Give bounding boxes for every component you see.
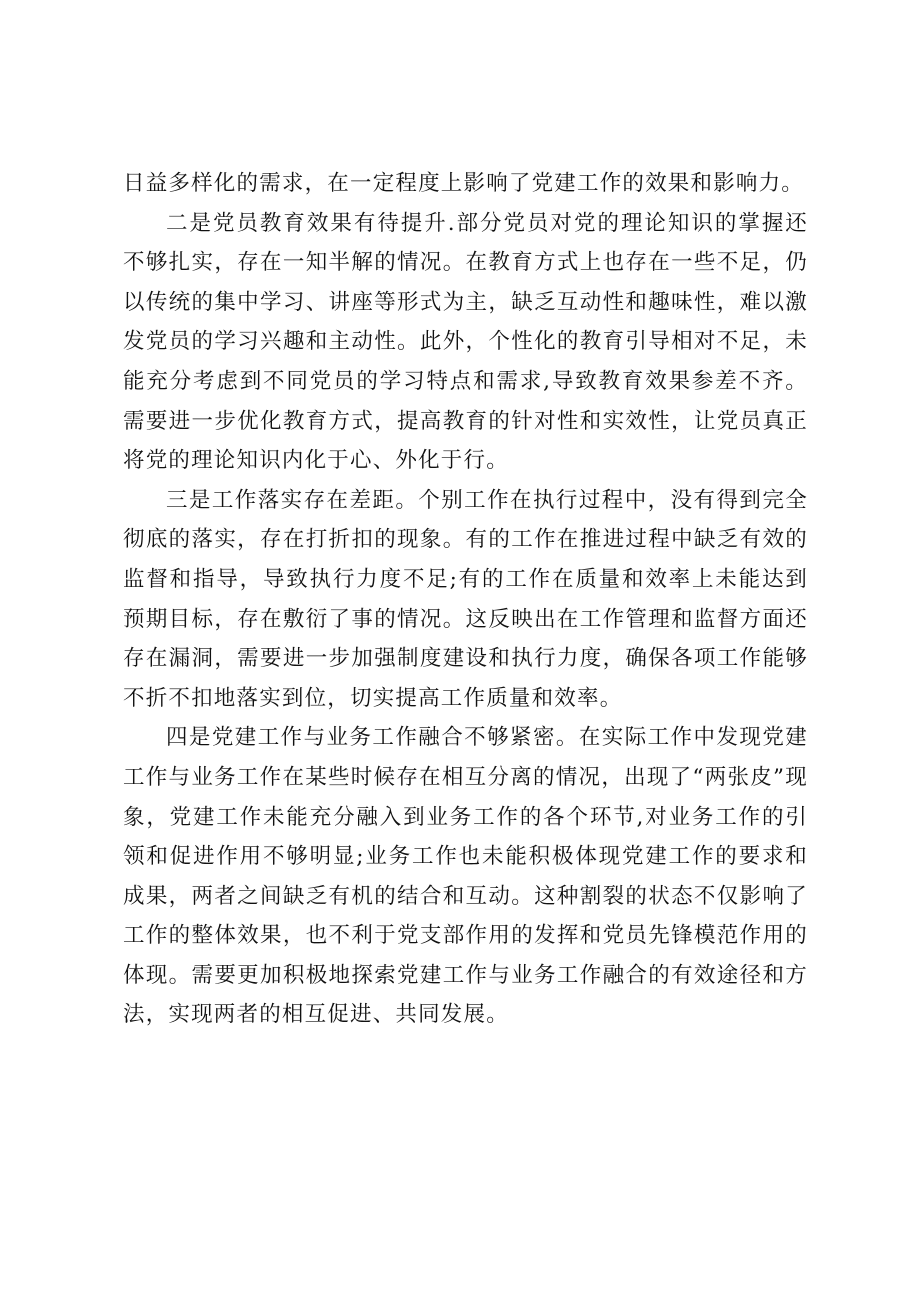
paragraph-work-implementation: 三是工作落实存在差距。个别工作在执行过程中，没有得到完全彻底的落实，存在打折扣的现象。有的工作在推进过程中缺乏有效的监督和指导，导致执行力度不足;有的工作在质量和效率上未能达到预期目标，存在敷衍了事的情况。这反映出在工作管理和监督方面还存在漏洞，需要进一步加强制度建设和执行力度，确保各项工作能够不折不扣地落实到位，切实提高工作质量和效率。 xyxy=(123,487,808,711)
paragraph-party-business-integration: 四是党建工作与业务工作融合不够紧密。在实际工作中发现党建工作与业务工作在某些时候存在相互分离的情况，出现了“两张皮”现象，党建工作未能充分融入到业务工作的各个环节,对业务工作的引领和促进作用不够明显;业务工作也未能积极体现党建工作的要求和成果，两者之间缺乏有机的结合和互动。这种割裂的状态不仅影响了工作的整体效果，也不利于党支部作用的发挥和党员先锋模范作用的体现。需要更加积极地探索党建工作与业务工作融合的有效途径和方法，实现两者的相互促进、共同发展。 xyxy=(123,725,808,1028)
document-body xyxy=(123,164,808,1035)
paragraph-continuation: 日益多样化的需求，在一定程度上影响了党建工作的效果和影响力。 xyxy=(123,171,805,196)
paragraph-party-member-education: 二是党员教育效果有待提升.部分党员对党的理论知识的掌握还不够扎实，存在一知半解的情况。在教育方式上也存在一些不足，仍以传统的集中学习、讲座等形式为主，缺乏互动性和趣味性，难以激发党员的学习兴趣和主动性。此外，个性化的教育引导相对不足，未能充分考虑到不同党员的学习特点和需求,导致教育效果参差不齐。需要进一步优化教育方式，提高教育的针对性和实效性，让党员真正将党的理论知识内化于心、外化于行。 xyxy=(123,210,808,474)
